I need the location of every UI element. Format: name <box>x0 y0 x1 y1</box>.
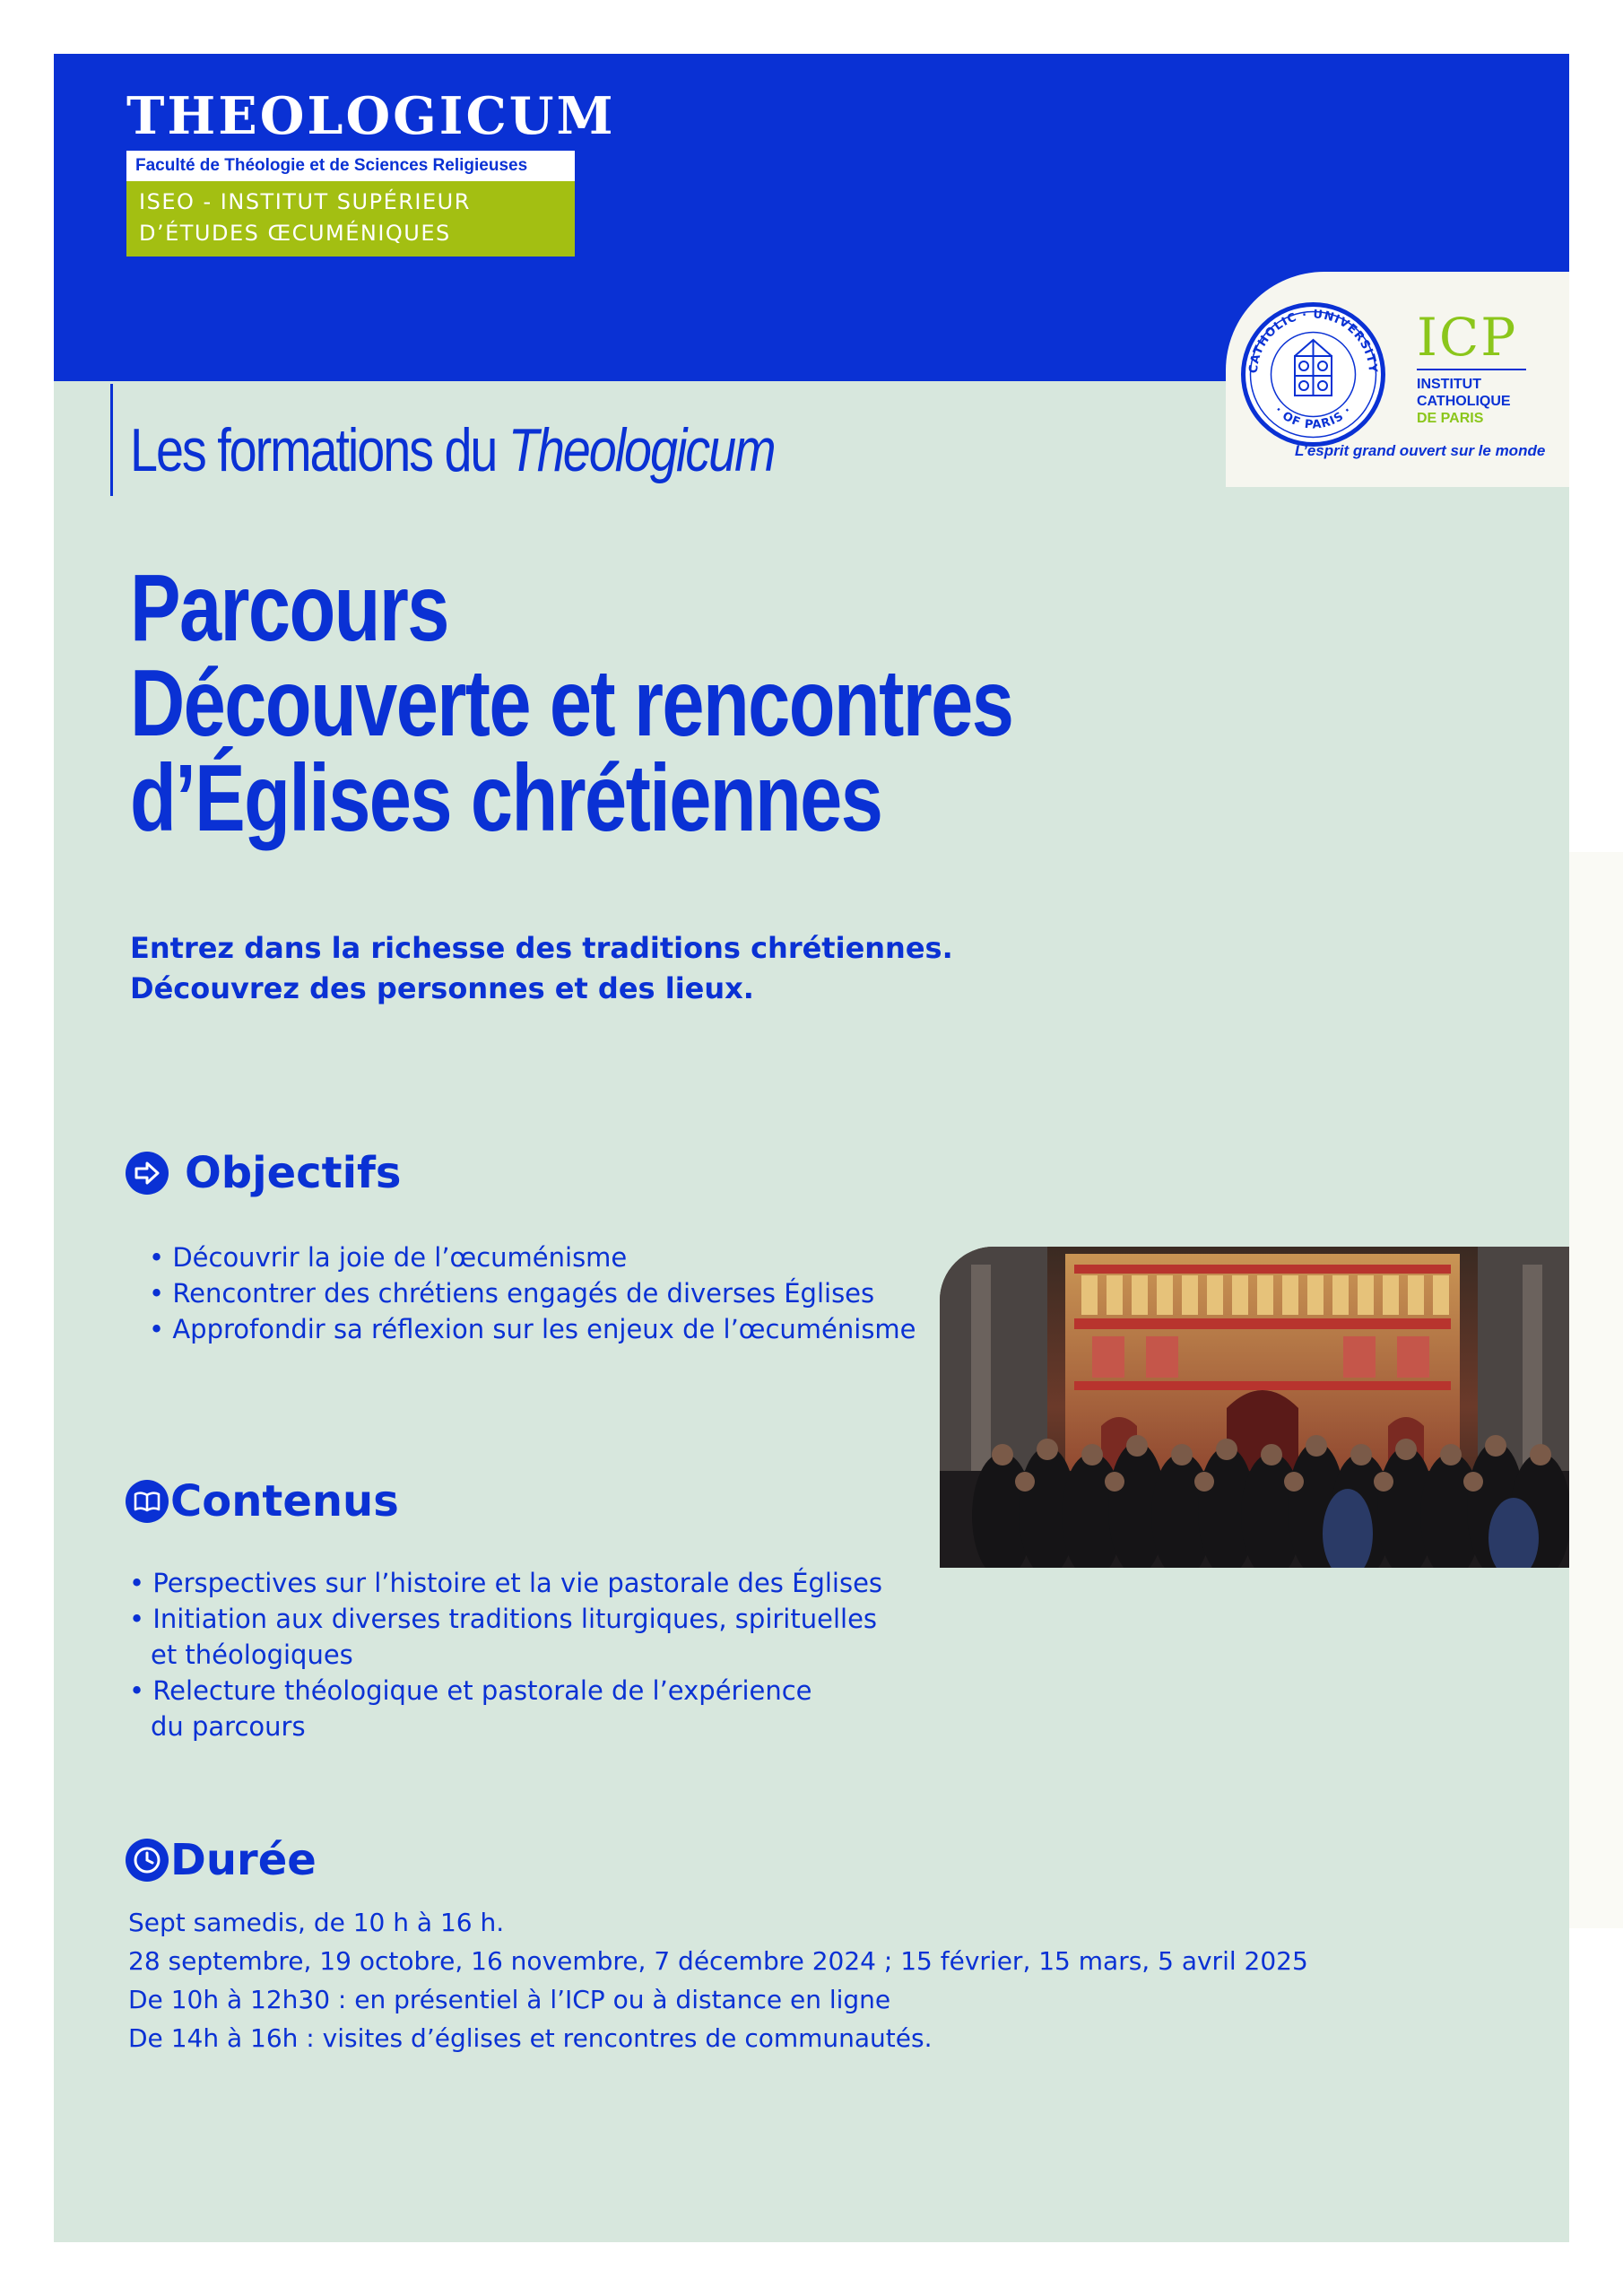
list-item: • Découvrir la joie de l’œcuménisme <box>149 1242 628 1273</box>
group-photo <box>940 1247 1569 1568</box>
list-item-continuation: et théologiques <box>151 1639 353 1670</box>
formations-italic: Theologicum <box>508 416 775 484</box>
duree-heading <box>126 1835 317 1885</box>
svg-text:· OF PARIS ·: · OF PARIS · <box>1271 404 1355 432</box>
list-item: • Rencontrer des chrétiens engagés de diverses Églises <box>149 1278 875 1309</box>
accent-bar <box>110 384 113 496</box>
intro-text <box>130 928 953 1009</box>
formations-heading <box>130 413 774 488</box>
title-line-1: Parcours <box>130 555 448 661</box>
institute-box <box>126 181 575 257</box>
list-item: • Approfondir sa réflexion sur les enjeux de l’œcuménisme <box>149 1314 916 1344</box>
duree-text <box>128 1903 1308 2057</box>
duree-title: Durée <box>170 1835 317 1885</box>
institute-line-1: ISEO - INSTITUT SUPÉRIEUR <box>139 189 471 214</box>
open-book-icon <box>126 1480 169 1523</box>
brand-subtitle: Faculté de Théologie et de Sciences Religieuses <box>126 151 575 181</box>
duree-line: De 10h à 12h30 : en présentiel à l’ICP ou à distance en ligne <box>128 1985 891 2014</box>
icp-title: ICP <box>1417 307 1518 368</box>
title-line-2: Découverte et rencontres <box>130 650 1013 756</box>
list-item-text: • Initiation aux diverses traditions liturgiques, spirituelles <box>129 1604 878 1634</box>
formations-prefix: Les formations du <box>130 416 508 484</box>
icp-wordmark <box>1417 309 1542 427</box>
intro-line-2: Découvrez des personnes et des lieux. <box>130 971 754 1005</box>
institute-line-2: D’ÉTUDES ŒCUMÉNIQUES <box>139 221 451 246</box>
contenus-heading <box>126 1476 399 1526</box>
group-photo-image <box>940 1247 1569 1568</box>
list-item <box>129 1673 882 1744</box>
icp-line-1: INSTITUT <box>1417 377 1481 392</box>
icp-line-2: CATHOLIQUE <box>1417 394 1511 409</box>
list-item <box>129 1601 882 1673</box>
title-line-3: d’Églises chrétiennes <box>130 745 882 851</box>
list-item-text: • Relecture théologique et pastorale de l’expérience <box>129 1675 812 1706</box>
contenus-list <box>129 1565 882 1744</box>
list-item-text: • Perspectives sur l’histoire et la vie pastorale des Églises <box>129 1568 883 1598</box>
list-item <box>129 1565 882 1601</box>
brand-block <box>126 86 616 257</box>
arrow-right-icon <box>126 1152 169 1195</box>
objectifs-title: Objectifs <box>185 1148 402 1198</box>
icp-rule <box>1417 369 1526 370</box>
university-seal-icon <box>1239 300 1387 448</box>
objectifs-heading <box>126 1148 401 1198</box>
duree-line: Sept samedis, de 10 h à 16 h. <box>128 1908 505 1937</box>
edge-strip <box>1569 852 1623 1928</box>
svg-text:CATHOLIC · UNIVERSITY: CATHOLIC · UNIVERSITY <box>1246 308 1380 374</box>
page-title <box>130 555 1013 851</box>
clock-icon <box>126 1839 169 1882</box>
contenus-title: Contenus <box>170 1476 399 1526</box>
objectifs-list <box>149 1239 916 1347</box>
icp-line-3: DE PARIS <box>1417 411 1484 426</box>
intro-line-1: Entrez dans la richesse des traditions chrétiennes. <box>130 931 953 965</box>
duree-line: De 14h à 16h : visites d’églises et rencontres de communautés. <box>128 2023 933 2053</box>
icp-tagline: L’esprit grand ouvert sur le monde <box>1295 442 1546 459</box>
brand-title: THEOLOGICUM <box>126 86 616 146</box>
list-item-continuation: du parcours <box>151 1711 306 1742</box>
duree-line: 28 septembre, 19 octobre, 16 novembre, 7 décembre 2024 ; 15 février, 15 mars, 5 avril 2025 <box>128 1946 1308 1976</box>
